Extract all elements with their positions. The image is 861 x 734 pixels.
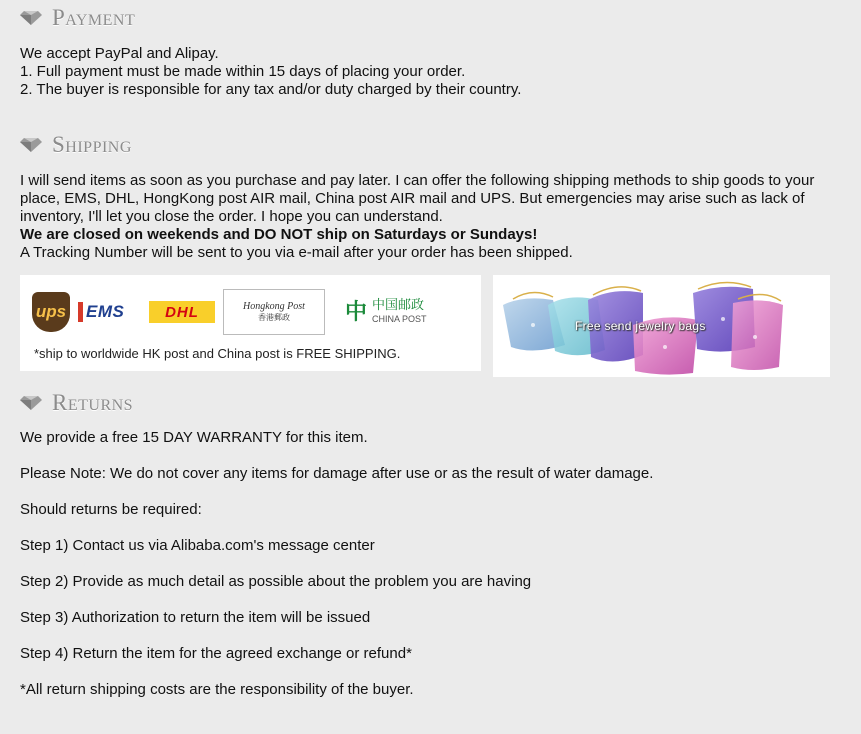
free-shipping-caption: *ship to worldwide HK post and China post is FREE SHIPPING. — [34, 346, 401, 361]
payment-header — [20, 3, 135, 33]
payment-text — [20, 45, 831, 99]
carrier-logos — [32, 289, 427, 335]
diamond-icon — [20, 396, 42, 410]
shipping-intro: I will send items as soon as you purchase and pay later. I can offer the following shipping methods to ship goods to your place, EMS, DHL, HongKong post AIR mail, China post AIR mail and UPS. But emergencies may arise such as lack of inventory, I'll let you close the order. I hope you can understand. — [20, 172, 815, 225]
diamond-icon — [20, 138, 42, 152]
returns-step: Step 4) Return the item for the agreed exchange or refund* — [20, 645, 412, 662]
china-post-icon: 中 — [344, 299, 367, 324]
hongkong-post-logo — [223, 289, 325, 335]
china-post-cn: 中国邮政 — [372, 297, 425, 312]
shipping-title: Shipping — [52, 132, 132, 157]
shipping-logos-banner — [20, 275, 481, 371]
ups-logo: ups — [32, 292, 70, 332]
jewelry-bags-image — [493, 275, 830, 377]
returns-step: Step 3) Authorization to return the item will be issued — [20, 609, 371, 626]
returns-line: Should returns be required: — [20, 501, 202, 518]
weekend-notice: We are closed on weekends and DO NOT ship on Saturdays or Sundays! — [20, 226, 538, 243]
returns-line: We provide a free 15 DAY WARRANTY for this item. — [20, 429, 368, 446]
ems-logo: EMS — [78, 302, 141, 322]
payment-line: We accept PayPal and Alipay. — [20, 45, 219, 62]
hongkong-post-sub: 香港郵政 — [258, 313, 290, 322]
china-post-logo — [343, 298, 427, 326]
shipping-text — [20, 172, 831, 262]
returns-title: Returns — [52, 390, 134, 415]
diamond-icon — [20, 11, 42, 25]
tracking-notice: A Tracking Number will be sent to you via e-mail after your order has been shipped. — [20, 244, 573, 261]
payment-line: 2. The buyer is responsible for any tax and/or duty charged by their country. — [20, 81, 522, 98]
returns-footnote: *All return shipping costs are the responsibility of the buyer. — [20, 681, 414, 698]
dhl-logo: DHL — [149, 301, 215, 323]
china-post-en: CHINA POST — [372, 314, 427, 324]
payment-title: Payment — [52, 5, 136, 30]
returns-step: Step 1) Contact us via Alibaba.com's message center — [20, 537, 375, 554]
free-bags-caption: Free send jewelry bags — [575, 319, 706, 333]
hongkong-post-label: Hongkong Post — [243, 301, 305, 312]
returns-step: Step 2) Provide as much detail as possible about the problem you are having — [20, 573, 532, 590]
payment-line: 1. Full payment must be made within 15 days of placing your order. — [20, 63, 466, 80]
shipping-header — [20, 130, 132, 160]
returns-line: Please Note: We do not cover any items for damage after use or as the result of water damage. — [20, 465, 654, 482]
returns-header — [20, 388, 133, 418]
